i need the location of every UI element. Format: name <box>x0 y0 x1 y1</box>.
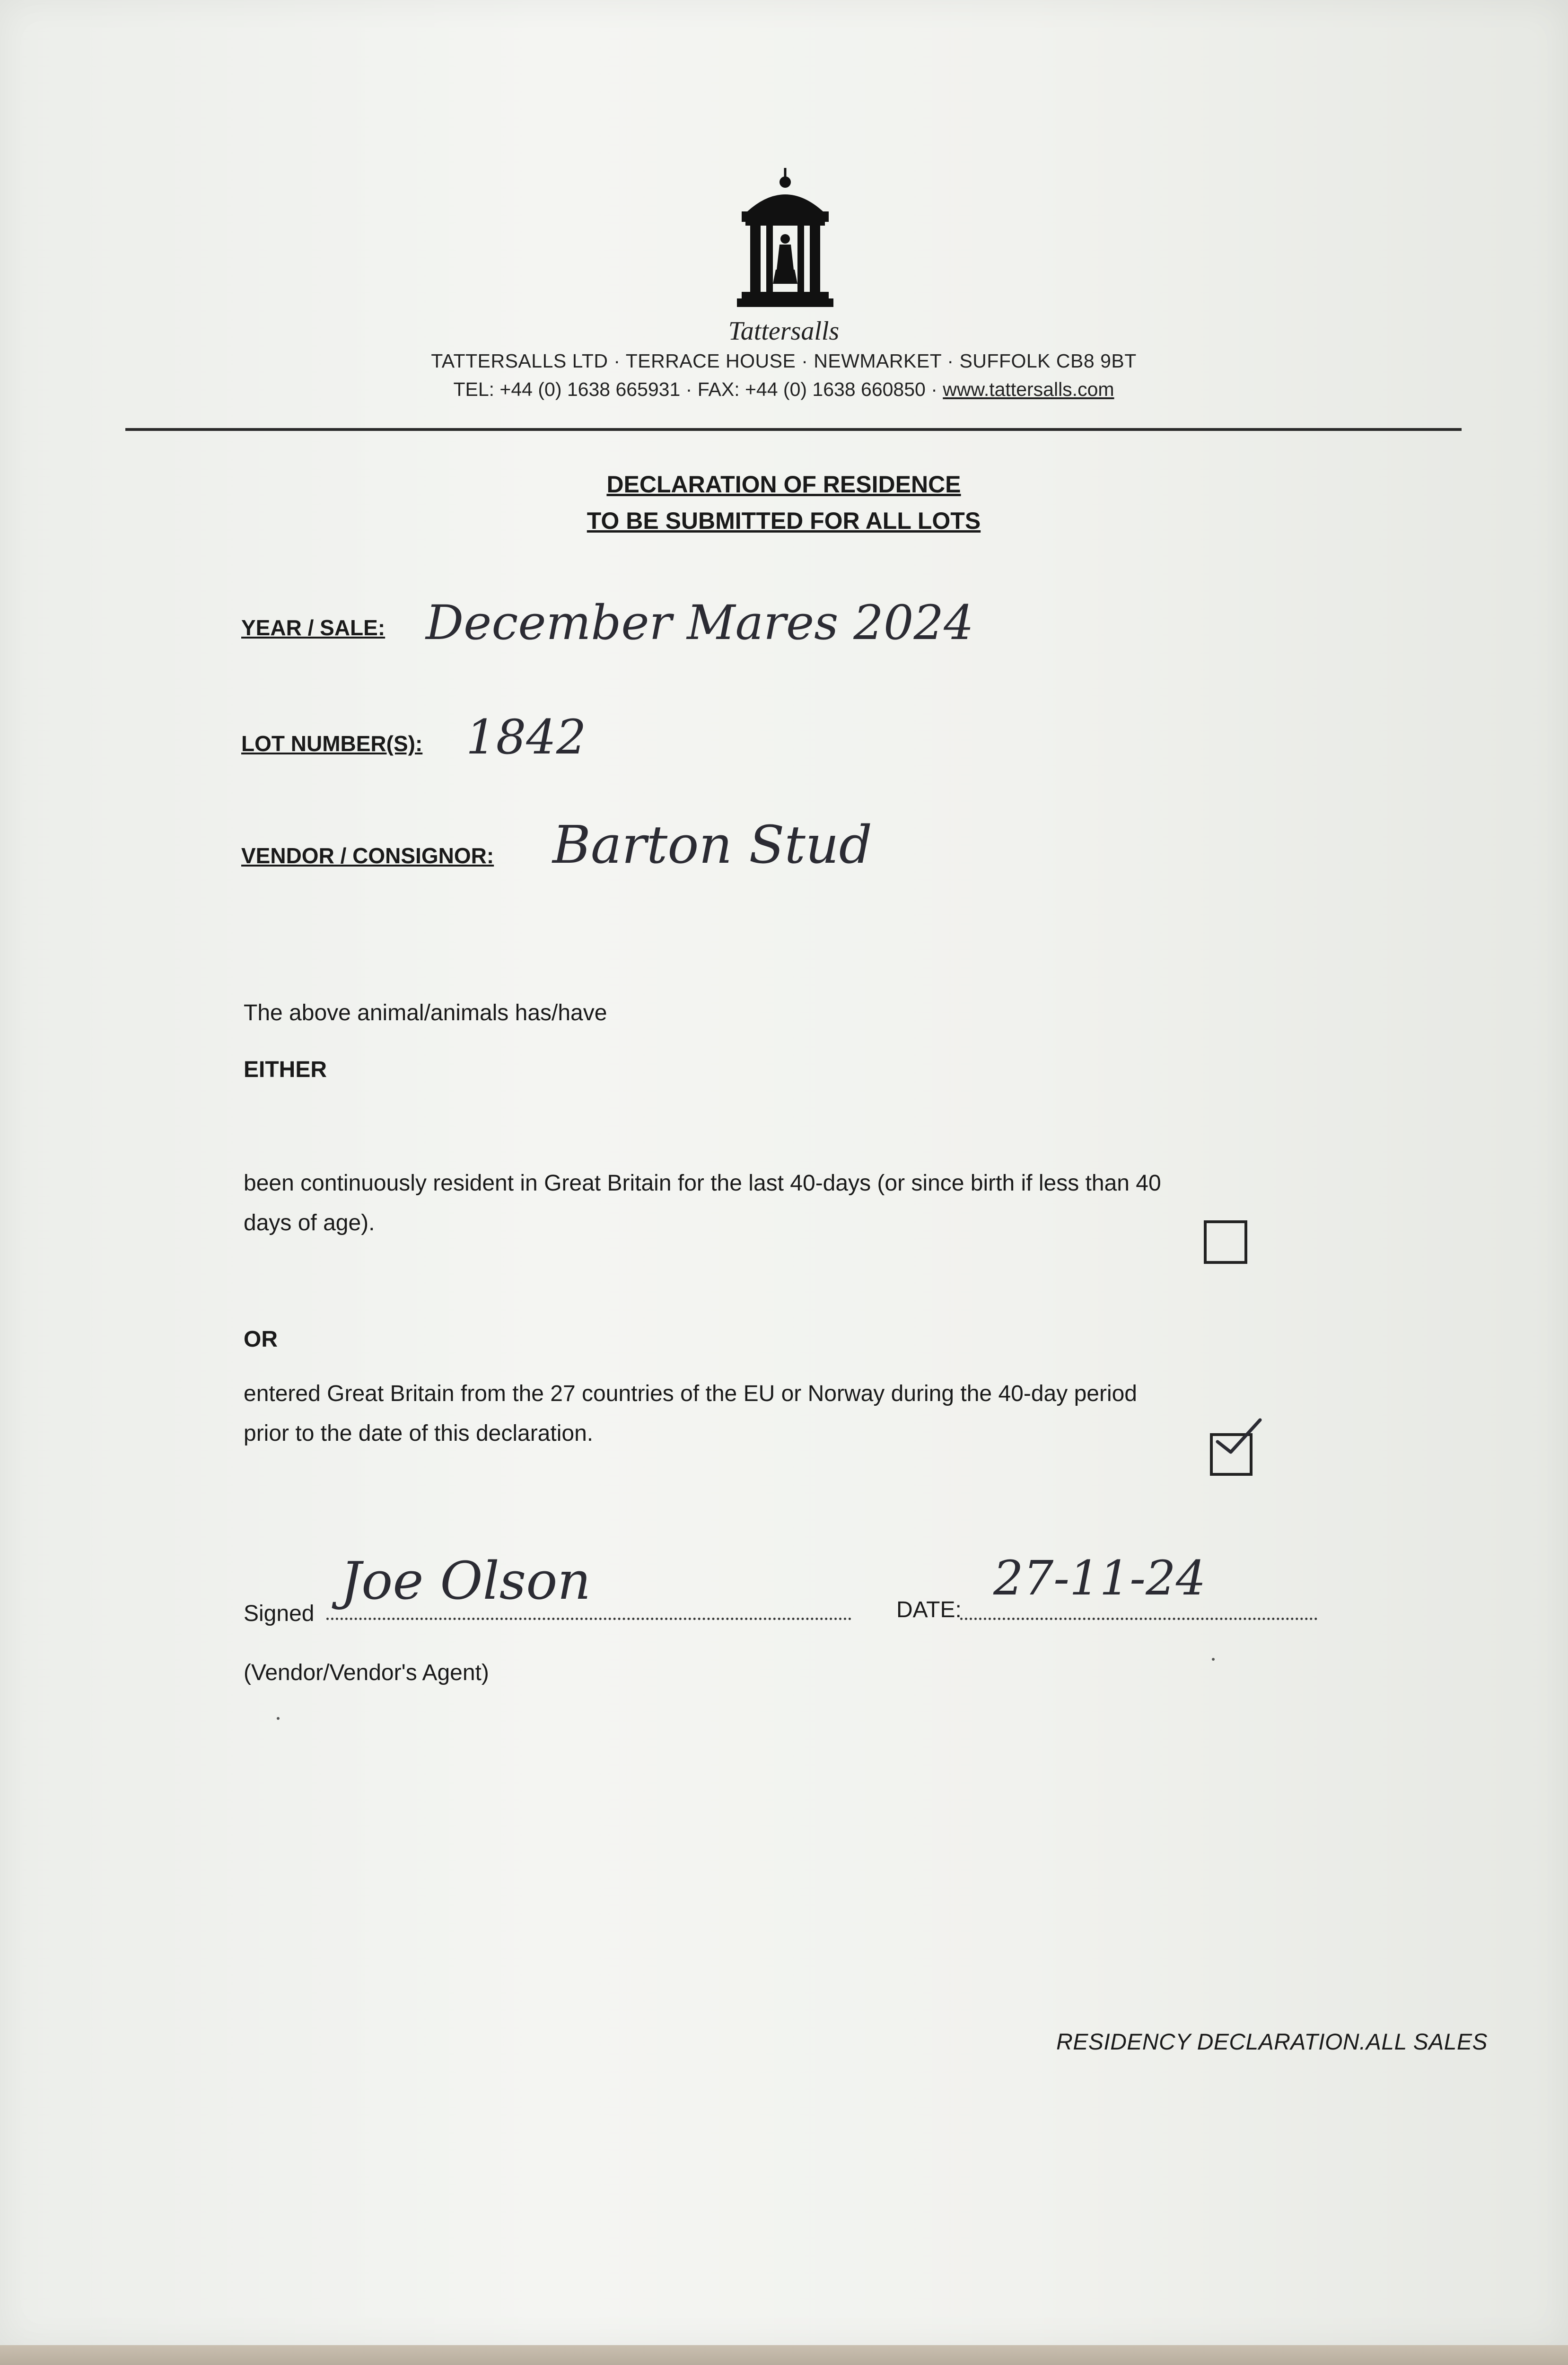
option-1-text-line2: days of age). <box>244 1210 375 1235</box>
form-code: RESIDENCY DECLARATION.ALL SALES <box>1056 2030 1488 2055</box>
year-sale-label: YEAR / SALE: <box>241 615 385 640</box>
vendor-consignor-value[interactable]: Barton Stud <box>552 815 873 875</box>
table-surface <box>0 2345 1568 2365</box>
signature-value[interactable]: Joe Olson <box>341 1550 591 1611</box>
header-divider <box>125 428 1462 431</box>
year-sale-value[interactable]: December Mares 2024 <box>426 595 974 650</box>
company-contact <box>263 378 1304 401</box>
contact-phone-fax: TEL: +44 (0) 1638 665931 · FAX: +44 (0) 1638 660850 · <box>453 378 943 400</box>
date-value[interactable]: 27-11-24 <box>993 1550 1206 1606</box>
lot-number-label: LOT NUMBER(S): <box>241 731 423 756</box>
tattersalls-logo-icon <box>728 168 842 310</box>
signed-label: Signed <box>244 1601 315 1626</box>
checkmark-icon <box>1211 1417 1263 1464</box>
website-link[interactable]: www.tattersalls.com <box>943 378 1114 400</box>
or-heading: OR <box>244 1327 278 1352</box>
paper-speck <box>277 1717 280 1720</box>
option-1-checkbox[interactable] <box>1204 1220 1247 1264</box>
signature-line <box>326 1618 851 1620</box>
statement-intro: The above animal/animals has/have <box>244 1000 607 1025</box>
either-heading: EITHER <box>244 1057 327 1082</box>
option-1-text-line1: been continuously resident in Great Britain for the last 40-days (or since birth if less than 40 <box>244 1171 1161 1196</box>
form-title: DECLARATION OF RESIDENCE <box>606 471 961 498</box>
option-2-text-line2: prior to the date of this declaration. <box>244 1421 594 1446</box>
date-line <box>960 1618 1317 1620</box>
company-address: TATTERSALLS LTD · TERRACE HOUSE · NEWMARKET · SUFFOLK CB8 9BT <box>431 350 1137 372</box>
option-2-text-line1: entered Great Britain from the 27 countries of the EU or Norway during the 40-day period <box>244 1381 1137 1406</box>
vendor-consignor-label: VENDOR / CONSIGNOR: <box>241 843 494 868</box>
signatory-role: (Vendor/Vendor's Agent) <box>244 1660 489 1685</box>
brand-name: Tattersalls <box>728 316 840 346</box>
paper-speck <box>1212 1658 1215 1661</box>
form-subtitle: TO BE SUBMITTED FOR ALL LOTS <box>587 508 981 534</box>
lot-number-value[interactable]: 1842 <box>466 710 587 765</box>
date-label: DATE: <box>896 1597 962 1622</box>
